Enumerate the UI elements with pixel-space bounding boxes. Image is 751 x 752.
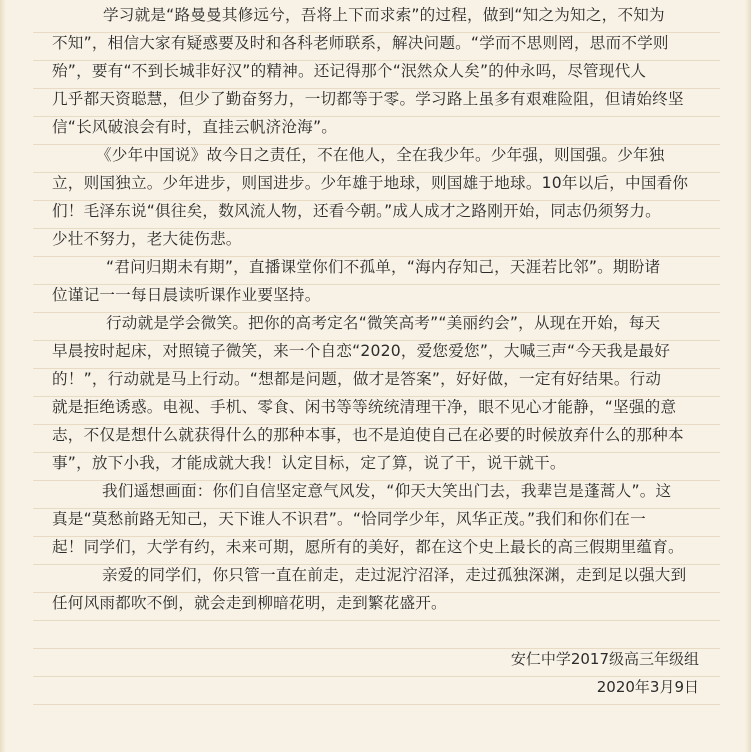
signature: 安仁中学2017级高三年级组 — [510, 650, 699, 668]
letter-line: 位谨记一一每日晨读听课作业要坚持。 — [52, 286, 321, 304]
ruled-line — [33, 704, 720, 705]
letter-line: 《少年中国说》故今日之责任，不在他人，全在我少年。少年强，则国强。少年独 — [96, 146, 665, 164]
letter-date: 2020年3月9日 — [596, 678, 699, 696]
letter-line: 学习就是“路曼曼其修远兮，吾将上下而求索”的过程，做到“知之为知之，不知为 — [103, 6, 665, 24]
letter-line: 真是“莫愁前路无知己，天下谁人不识君”。“恰同学少年，风华正茂。”我们和你们在一 — [52, 510, 646, 528]
letter-line: 们！毛泽东说“俱往矣，数风流人物，还看今朝。”成人成才之路刚开始，同志仍须努力。 — [52, 202, 661, 220]
ruled-line — [33, 620, 720, 621]
letter-line: 就是拒绝诱惑。电视、手机、零食、闲书等等统统清理干净，眼不见心才能静，“坚强的意 — [52, 398, 677, 416]
letter-line: 早晨按时起床，对照镜子微笑，来一个自恋“2020，爱您爱您”，大喊三声“今天我是最好 — [52, 342, 671, 360]
letter-line: 少壮不努力，老大徒伤悲。 — [52, 230, 242, 248]
letter-line: 的！”，行动就是马上行动。“想都是问题，做才是答案”，好好做，一定有好结果。行动 — [52, 370, 662, 388]
letter-line: “君问归期未有期”，直播课堂你们不孤单，“海内存知己，天涯若比邻”。期盼诸 — [106, 258, 661, 276]
letter-line: 行动就是学会微笑。把你的高考定名“微笑高考”“美丽约会”，从现在开始，每天 — [106, 314, 661, 332]
letter-line: 任何风雨都吹不倒，就会走到柳暗花明，走到繁花盛开。 — [52, 594, 447, 612]
letter-line: 亲爱的同学们，你只管一直在前走，走过泥泞沼泽，走过孤独深渊，走到足以强大到 — [102, 566, 687, 584]
letter-line: 起！同学们，大学有约，未来可期，愿所有的美好，都在这个史上最长的高三假期里蕴育。 — [52, 538, 684, 556]
letter-line: 不知”，相信大家有疑惑要及时和各科老师联系，解决问题。“学而不思则罔，思而不学则 — [52, 34, 669, 52]
letter-line: 殆”，要有“不到长城非好汉”的精神。还记得那个“泯然众人矣”的仲永吗，尽管现代人 — [52, 62, 647, 80]
letter-line: 志，不仅是想什么就获得什么的那种本事，也不是迫使自己在必要的时候放弃什么的那种本 — [52, 426, 684, 444]
letter-line: 几乎都天资聪慧，但少了勤奋努力，一切都等于零。学习路上虽多有艰难险阻，但请始终坚 — [52, 90, 684, 108]
letter-line: 事”，放下小我，才能成就大我！认定目标，定了算，说了干，说干就干。 — [52, 454, 566, 472]
letter-line: 信“长风破浪会有时，直挂云帆济沧海”。 — [52, 118, 338, 136]
letter-line: 我们遥想画面：你们自信坚定意气风发，“仰天大笑出门去，我辈岂是蓬蒿人”。这 — [102, 482, 672, 500]
letter-line: 立，则国独立。少年进步，则国进步。少年雄于地球，则国雄于地球。10年以后，中国看你 — [52, 174, 689, 192]
